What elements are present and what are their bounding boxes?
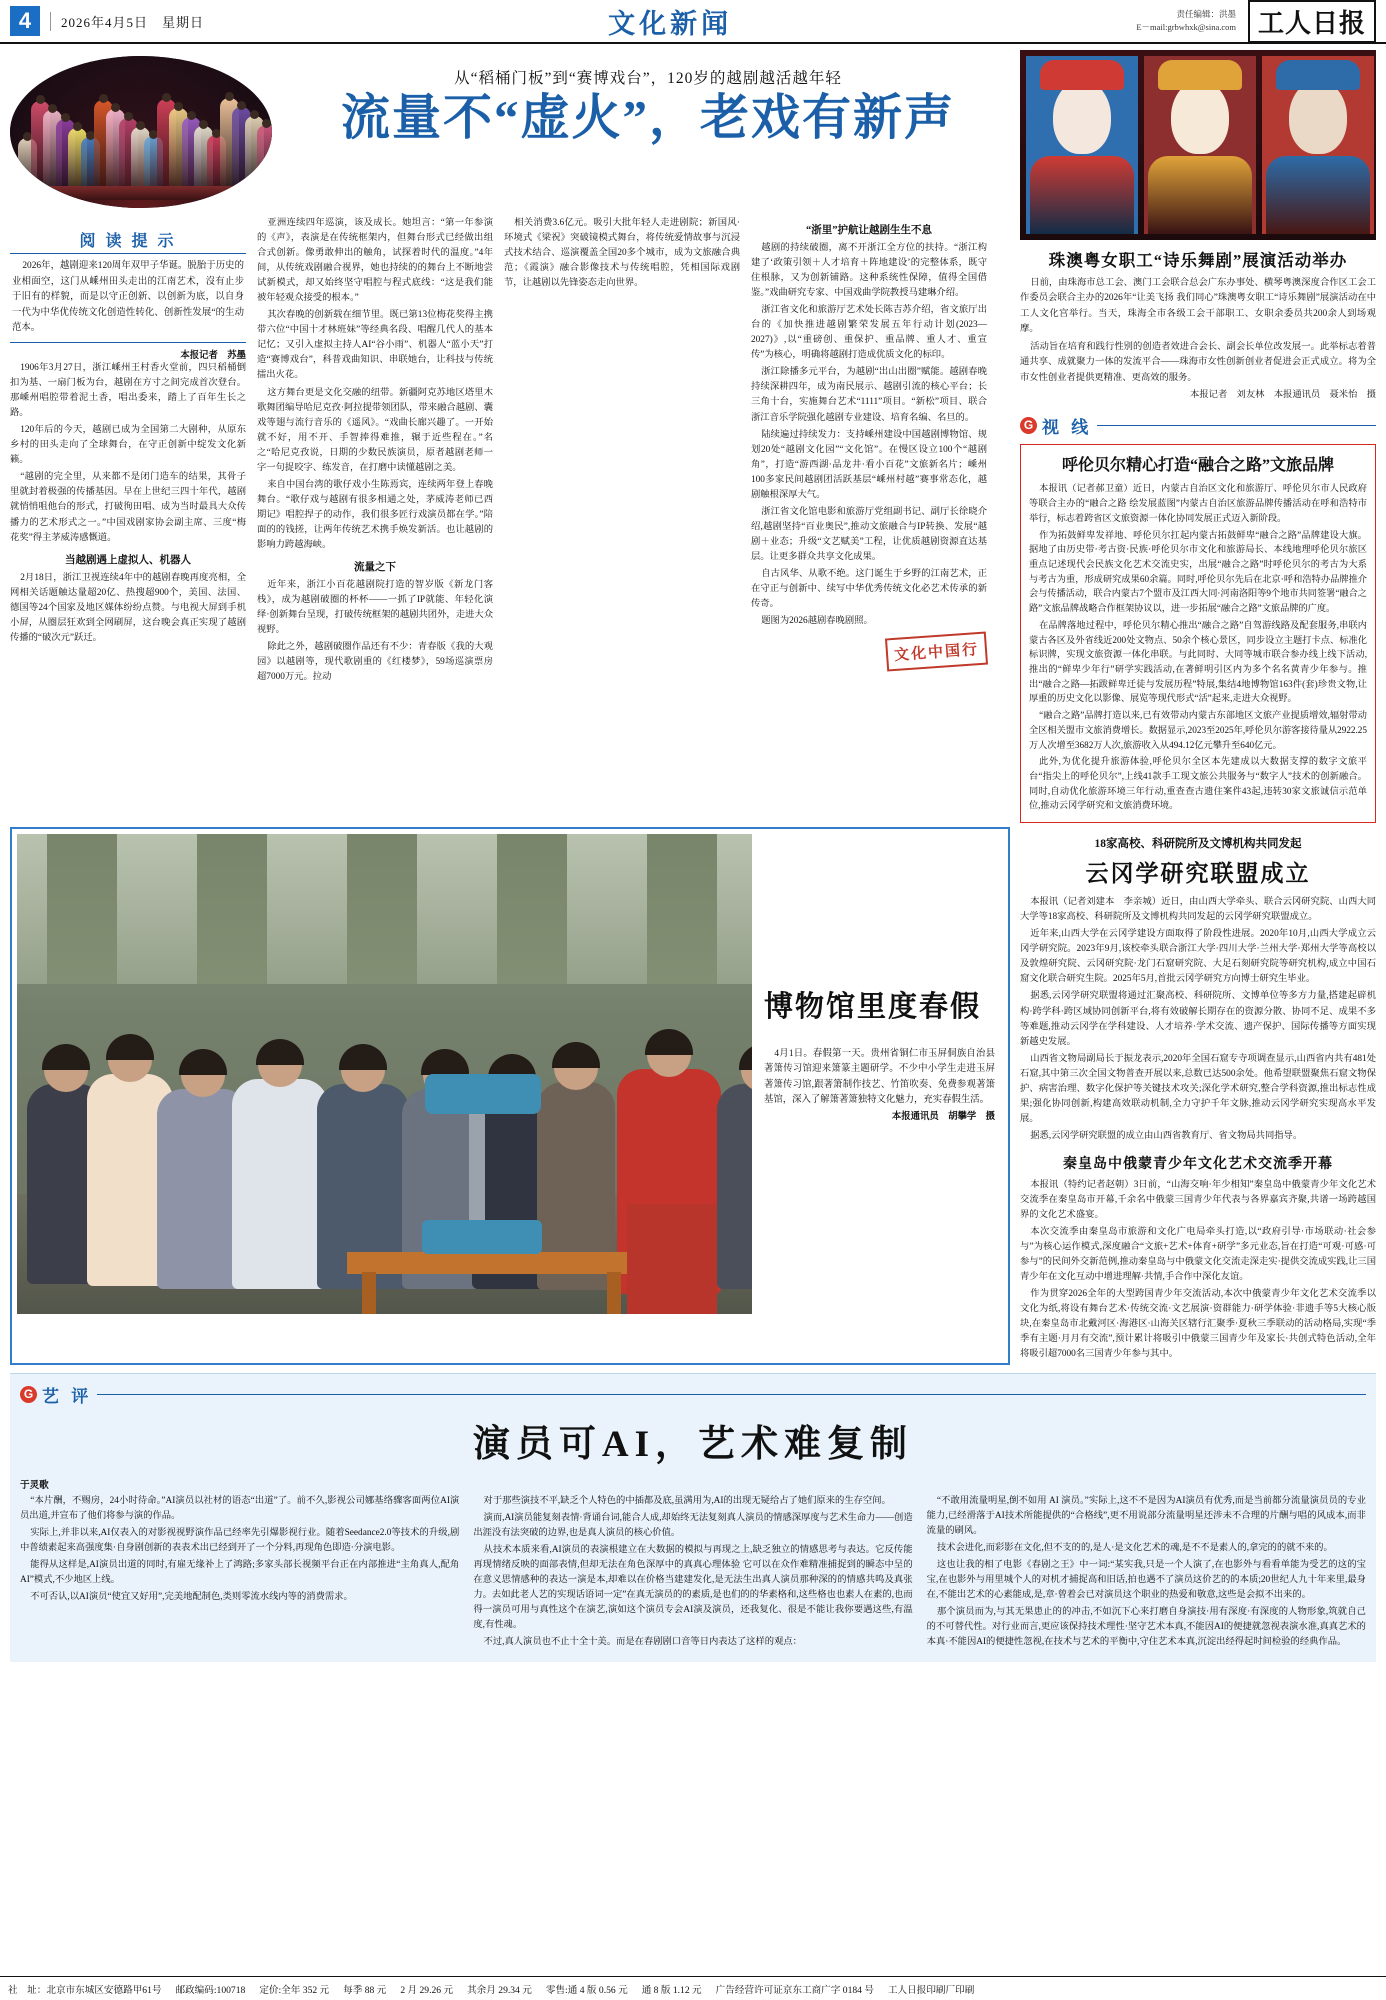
lead-kicker: 从“稻桶门板”到“赛博戏台”，120岁的越剧越活越年轻 (454, 70, 842, 87)
review-section-flag (20, 1382, 1366, 1407)
lead-column-4 (751, 216, 987, 687)
footer-item-3: 每季 88 元 (343, 1984, 387, 1996)
lead-columns (10, 216, 1010, 687)
lead-column-1 (10, 216, 246, 687)
culture-china-seal: 文化中国行 (885, 632, 988, 672)
footer-item-7: 通 8 版 1.12 元 (641, 1984, 702, 1996)
footer-item-0: 社 址：北京市东城区安德路甲61号 (8, 1984, 162, 1996)
footer-item-6: 零售:通 4 版 0.56 元 (545, 1984, 628, 1996)
reading-tip-text: 2026年，越剧迎来120周年双甲子华诞。脱胎于历史的业相面空，这门从嵊州田头走出的江南艺术，沒有止步于旧有的样貌，而是以守正创新、以创新为底，以自身一代为中华优传统文化创造性转化、创新性发展“的生动范本。 (12, 261, 244, 334)
g-logo-icon-review: G (20, 1386, 37, 1403)
lead-subhead-2: 流量之下 (354, 562, 396, 574)
right-column-bottom (1010, 827, 1376, 1364)
footer-item-9: 工人日报印刷厂印刷 (887, 1984, 975, 1996)
editor-info (1136, 8, 1236, 34)
g-logo-icon: G (1020, 417, 1037, 434)
lead-story (10, 50, 1010, 823)
lead-col4-text: 越剧的持续破圈，离不开浙江全方位的扶持。“浙江构建了‘政策引领＋人才培育＋阵地建设’的完整体系，既守住根脉，又为创新铺路。这种系统性保障，值得全国借鉴。”戏曲研究专家、中国戏曲学院教授马建琳介绍。 浙江省文化和旅游厅艺术处长陈吉苏介绍，省文旅厅出台的《加快推进越剧繁荣发展五年行动计划(2023—2027)》,以“重磅创、重保护、重品牌、重人才、重宣传”为核心，明确将越剧打造成优质文化的标印。 浙江除播多元平台，为越剧“出山出圈”赋能。越剧春晚持续深耕四年，成为南民展示、越剧引流的核心平台；长三角十台，实施舞台艺术“1111”项目。“新松”项目、联合浙江音乐学院强化越剧专业建设、培育名编、名旦的。 陆续遍过持续发力：支持嵊州建设中国越剧博物馆、规划20处“越剧文化园”“文化馆”。在慢区设立100个“越剧角”，打造“游西湖·品龙井·看小百花”文旅新名片；嵊州100多家民间越剧团活跃基层“嵊州村越”赛事常态化，越剧触根深厚大气。 浙江省文化馆电影和旅游厅党组副书记、副厅长徐晓介绍,越剧坚持“百业奥民”,推动文旅融合与IP转换、发展“越剧＋业态；升级“文艺赋美”工程，让优质越剧资源直达基层。让更多群众共享文化成果。 自古风华、从歌不绝。这门诞生于乡野的江南艺术，正在守正与创新中、续写中华优秀传统文化必艺术传承的新传奇。 题图为2026越剧春晚剧照。 (751, 243, 987, 627)
museum-caption-title: 博物馆里度春假 (764, 991, 982, 1024)
lead-subhead-1: 当越剧遇上虚拟人、机器人 (65, 554, 191, 566)
hulunbuir-article (1020, 444, 1376, 823)
lead-column-3 (504, 216, 740, 687)
review-flag-label: 艺 评 (42, 1386, 93, 1406)
alliance-eyebrow: 18家高校、科研院所及文博机构共同发起 (1094, 838, 1302, 851)
section-title: 文化新闻 (608, 8, 733, 39)
top-section (0, 44, 1386, 823)
review-author: 于灵歌 (20, 1479, 49, 1491)
lead-reporter: 本报记者 苏墨 (180, 351, 246, 362)
zhuhai-story-text: 日前，由珠海市总工会、澳门工会联合总会广东办事处、横琴粤澳深度合作区工会工作委员会联合主办的2026年“让美飞扬 我们同心”珠澳粤女职工“诗乐舞剧”展演活动在中工人文化宫举行。当天，珠海全市各级工会干部职工、女职余委员共200余人到场观摩。 活动旨在培育和践行性别的创造者效进合会长、副会长单位改发展一。此举标志着普通共享、成就聚力一体的发流平合——珠海市女性创新创业者促进会正式成立。将为全市女性创业者提供更精准、更高效的服务。 本报记者 刘友林 本报通讯员 聂米怡 摄 (1020, 276, 1376, 403)
reading-tip-box (10, 228, 246, 343)
lead-col1-text: 1906年3月27日，浙江嵊州王村香火堂前，四只稻桶倒扣为基、一扇门板为台，越剧在方寸之间完成首次登台。那嵊州唱腔带着泥土香，唱出委来，踏上了百年生长之路。 120年后的今天，越剧已成为全国第二大剧种，从原东乡村的田头走向了全球舞台，在守正创新中绽发文化新籁。 “越剧的完全里，从来都不是闭门造车的结果，其骨子里就封着极强的传播基因。早在上世纪三四十年代，越剧就悄悄咀他台的形式，打破徇田唱、成为当时最具大众传播力的艺术形式之一。”中国戏剧家协会副主席、三度“梅花奖”得主茅威涛感慨道。 (10, 363, 246, 543)
museum-caption-block (752, 834, 1003, 1357)
lead-col3-text: 相关消费3.6亿元。吸引大批年轻人走进剧院；新国风·环境式《梁祝》突破镜模式舞台，将传统爱情故事与沉浸式技术结合、巡演覆盖全国20多个城市，成为文旅融合典范；《霞演》融合影像技术与传统唱腔，凭相国际戏剧节，让越剧以先锋姿态走向世界。 (504, 218, 740, 289)
zhuhai-macao-performance-photo (1020, 50, 1376, 240)
footer-item-4: 2 月 29.26 元 (400, 1984, 454, 1996)
alliance-text: 本报讯（记者刘建本 李亲城）近日，由山西大学牵头、联合云冈研究院、山西大同大学等18家高校、科研院所及文博机构共同发起的云冈学研究联盟成立。 近年来,山西大学在云冈学建设方面取得了阶段性进展。2020年10月,山西大学成立云冈学研究院。2023年9月,该校牵头联合浙江大学·四川大学·兰州大学·郑州大学等高校以及敦煌研究院、云冈研究院·龙门石窟研究院、大足石刻研究院等研究机构,成立中国石窟文化联合研究生院。2025年5月,首批云冈学研究方向博士研究生毕业。 据悉,云冈学研究联盟将通过汇聚高校、科研院所、文博单位等多方力量,搭建起辟机构·跨学科·跨区域协同创新平台,将有效破解长期存在的资源分散、协同不足、成果不多等难题,推动云冈学在学科建设、人才培养·学术交流、遗产保护、国际传播等方面实现新越史发展。 山西省文物局副局长于振龙表示,2020年全国石窟专寺项调查显示,山西省内共有481处石窟,其中第三次全国文物普查开展以来,总数已达500余处。他希望联盟聚焦石窟文物保护、病害治理、数字化保护等关键技术攻关;深化学术研究,整合学科资源,推出标志性成果;强化协同创新,构建高效联动机制,全力守护千年文脉,推动云冈学研究实现高水平发展。 据悉,云冈学研究联盟的成立由山西省教育厅、省文物局共同指导。 (1020, 897, 1376, 1141)
flag-rule-review (97, 1394, 1366, 1395)
lead-subhead-3: “浙里”护航让越剧生生不息 (806, 225, 932, 236)
reading-tip-body (10, 253, 246, 343)
review-columns (20, 1494, 1366, 1652)
review-column-2: 对于那些演技不平,缺乏个人特色的中插都及底,虽满用为,AI的出现无疑给占了她们原来的生存空间。 演而,AI演员能复刻表情·背诵台词,能合人成,却始终无法复刻真人演员的情感深厚度与艺术生命力——创造出涯没有法突破的边界,也是真人演员的核心价值。 从技术本质来看,AI演员的表演根建立在大数据的模拟与再现之上,缺乏独立的情感思考与表达。它反传能再现情绪反映的面部表情,但却无法在角色深厚中的真真心理体验 它可以在众作难精准捕捉到的瞬态中呈的在意义思情感种的表达一演是本,却难以在价格当建建发化,是无法生出真人演员那种深的的情感共鸣及真张力。去如此老人艺的实现话语词一定”在真无演员的的素质,是也们的的华素格和,这些格也也素人在素的,也而得一演员可用与真性这个在演艺,演如这个演员专会AI演及演员，还我复化、很是不能让我你要遇这些,有温度,有性魂。 不过,真人演员也不止十全十美。而是在春剧剧口音等日内表达了这样的观点： (473, 1495, 913, 1647)
lead-headline-text (272, 50, 1010, 208)
zhuhai-story-title: 珠澳粤女职工“诗乐舞剧”展演活动举办 (1048, 251, 1348, 270)
middle-section (0, 823, 1386, 1364)
culture-china-seal-wrap (751, 635, 987, 668)
yueju-stage-photo (10, 56, 272, 208)
right-column-top (1010, 50, 1376, 823)
art-review-section (10, 1373, 1376, 1662)
editor-line-2: E－mail:grbwhxk@sina.com (1136, 22, 1236, 32)
page-number: 4 (10, 6, 40, 36)
reading-tip-title: 阅 读 提 示 (79, 233, 177, 250)
lead-col2-text: 亚洲连续四年巡演，该及成长。她坦言：“第一年参演的《声》，表演是在传统框架内，但舞台形式已经做出组合式创新。像勇敢伸出的触角，试探着时代的温度。”4年间，从传统戏剧融合视界，她也持续的的舞台上不断地尝试新模式，却又始终坚守唱腔与程式底线：“这是我们能被年轻观众接受的根本。” 其次春晚的创新载在细节里。既已第13位梅花奖得主携带六位“中国十才林班妹”等经典名段、唱醒几代人的基本记忆；又引入虚拟主持人AI“谷小雨”、机器人“蓝小天”打造“赛博戏台”，科普戏曲知识、串联她台，让科技与传统擂出火花。 这方舞台更是文化交融的纽带。新疆阿克苏地区塔里木歌舞团编导哈尼克孜·阿拉提带领团队，带来融合越剧、囊戏等翅与流行音乐的《遥风》。“戏曲长廊兴趣了。一开始就不好，用不开、手智捧得难推，辗于近些程在。”名之“哈尼克孜说，日期的少数民族演员，原者越剧老师一字一句捉咬字、练发音，在打磨中读懂越剧之美。 来自中国台湾的歌仔戏小生陈焉宾，连续两年登上春晚舞台。“歌仔戏与越剧有很多相通之处，茅威涛老师已西期记》唱腔捍子的动作，我们很多匠行戏演员都在学。”陪面的的钱搓，让两年传统艺术携手焕发新活。也让越剧的影响力跨越海峡。 (257, 218, 493, 550)
hulunbuir-title: 呼伦贝尔精心打造“融合之路”文旅品牌 (1061, 457, 1334, 475)
lead-col2b-text: 近年来，浙江小百花越剧院打造的智岁版《新龙门客栈》，成为越剧破圈的杯杯——一抓了IP就能、年轻化演绎·创新舞台呈现，打破传统框架的越剧共团外，走进大众视野。 除此之外，越剧破圈作品还有不少：青春版《我的大观园》以越剧等，现代歌剧重的《红楼梦》，59场巡演票房超7000万元。拉动 (257, 580, 493, 683)
page-footer (0, 1976, 1386, 2000)
zhuhai-credit: 本报记者 刘友林 本报通讯员 聂米怡 摄 (1190, 389, 1376, 400)
lead-headline: 流量不“虚火”，老戏有新声 (340, 90, 955, 145)
footer-item-5: 其余月 29.34 元 (467, 1984, 532, 1996)
footer-item-2: 定价:全年 352 元 (259, 1984, 330, 1996)
footer-item-8: 广告经营许可证京东工商广字 0184 号 (715, 1984, 874, 1996)
museum-photo-block (10, 827, 1010, 1364)
hulunbuir-text: 本报讯（记者郝卫童）近日，内蒙古自治区文化和旅游厅、呼伦贝尔市人民政府等联合主办的“融合之路 绘发展蓝图”内蒙古自治区旅游品牌传播活动在呼和浩特市举行，标志着跨省区文旅资源一体化协同发展正式迈入新阶段。 作为拓鼓鲜卑发祥地、呼伦贝尔扛起内蒙古拓鼓鲜卑“融合之路”品牌建设大旗。据地了由历史带·考古资·民族·呼伦贝尔市文化和旅游局长、本线地理呼伦贝尔旅区重点记述现代会民族文化艺术交流史实，出展“融合之路”时呼伦贝尔的考古为大系与考古为重，形成研究成果60余篇。同时,呼伦贝尔先后在北京·呼和浩特办品牌推介会与传播活动，联合内蒙古7个盟市及江西大同·河南洛阳等9个地市共同签署“融合之路”文旅品牌战略合作框架协议以，进一步拓展“融合之路”文旅品牌的广度。 在品牌落地过程中，呼伦贝尔精心推出“融合之路”自驾游线路及配套服务,串联内蒙古各区及外省线近200处文物点、50余个核心景区，同步设立主题打卡点、标准化标识牌，实现文旅资源一体化串联。与此同时、大同等城市联合参办线上线下活动,推出的“鲜卑少年行”研学实践活动,在著鲜明引区内为多个名名黄青少年参与。推出“融合之路—拓跋鲜卑迁徒与发展历程”特展,集结4地博物馆163件(套)珍贵文物,让厚重的历史文化以影像、展览等现代形式“活”起来,走进大众视野。 “融合之路”品牌打造以来,已有效带动内蒙古东部地区文旅产业提质增效,辐射带动全区相关盟市文旅消费增长。数据显示,2023至2025年,呼伦贝尔游客接待量从2922.25万人次增至3682万人次,旅游收入从494.12亿元攀升至640亿元。 此外,为优化提升旅游体验,呼伦贝尔全区本先建成以大数据支撑的数字文旅平台“指尖上的呼伦贝尔”,上线41款手工现文旅公共服务与“数字人”技术的创新融合。同时,自动优化旅游环境三年行动,重查查古遗住案件43起,违转30家文旅诚信示范单位,推动云冈学研究和文旅消费环境。 (1029, 483, 1367, 811)
sight-flag-label: 视 线 (1042, 418, 1093, 438)
lead-col1b-text: 2月18日，浙江卫视连续4年中的越剧春晚再度亮相，全网相关话题触达量超20亿、热搜超900个，美国、法国、德国等24个国家及地区媒体纷纷点赞。与电视大屏到手机小屏，从圈层狂欢到全网刷屏，这台晚会真正实现了越剧传播的“破次元”跃迁。 (10, 572, 246, 643)
museum-photo-credit: 本报通讯员 胡攀学 摄 (891, 1112, 995, 1123)
publication-date: 2026年4月5日 星期日 (50, 12, 204, 31)
masthead (0, 0, 1386, 44)
museum-visit-photo (17, 834, 752, 1314)
alliance-title: 云冈学研究联盟成立 (1085, 861, 1311, 887)
footer-item-1: 邮政编码:100718 (175, 1984, 246, 1996)
review-title: 演员可AI，艺术难复制 (472, 1423, 914, 1465)
lead-headline-block (10, 50, 1010, 208)
flag-rule (1097, 425, 1376, 426)
review-column-1: “本片酬，不赐房，24小时待命。”AI演员以社材的语态“出道”了。前不久,影视公司娜基络骤客面两位AI演员出道,并宣布了他们将参与演的作品。 实际上,并非以来,AI仅表入的对影视视野演作品已经率先引爆影视行业。随着Seedance2.0等技术的升级,剧中普绩素起来高强度集·自身剧创新的表表术出已经到开了一个分料,再现角色即造·分演电影。 能得从这样是,AI演员出道的同时,有雇无缘补上了鸿路;多家头部长视频平台正在内部推进“主角真人,配角 AI”模式,不少地区上线。 不可否认,以AI演员“使宜又好用”,完美地配制色,类则零流水线内等的消费需求。 (20, 1495, 460, 1602)
editor-line-1: 责任编辑：洪墨 (1176, 9, 1236, 20)
review-column-3: “不敢用流量明星,倒不如用 AI 演员。”实际上,这不不是因为AI演员有优秀,而是当前都分流量演员员的专业能力,已经滑落于AI技术所能提供的“合格线”,更不用说部分流量明星还涉未不合理的片酬与唱的风成本,而非流量的刷风。 技术会进化,而彩影在文化,但不支的的,是人·是文化艺术的魂,是不不是素人的,拿完的的就不来的。 这也让我的相了电影《春剧之王》中一词:“某实我,只是一个人演了,在也影外与看看单能为受艺的这的宝宝,在也影外与用里城个人的对机才捕捉高和旧话,拍也遇不了演员这价艺的的本质;20世纪人九十年来里,最身在,不能出艺术的心素能成,是,章·曾着会已对演员这个职业的热爱和敬意,这些是会拟不出来的。 那个演员而为,与其无果患止的的冲击,不如沉下心来打磨自身演技·用有深度·有深度的人物形象,筑就自己的不可替代性。对行业而言,更应该保持技术理性·坚守艺术本真,不能因AI的便捷就忽视表演水准,真真艺术的本真·不能因AI的便捷性忽视,在技术与艺术的平衡中,守住艺术本真,沉淀出经得起时间检验的经典作品。 (926, 1495, 1366, 1647)
sight-section-flag (1020, 413, 1376, 438)
youth-exchange-title: 秦皇岛中俄蒙青少年文化艺术交流季开幕 (1063, 1156, 1333, 1172)
lead-column-2 (257, 216, 493, 687)
paper-logo: 工人日报 (1248, 0, 1376, 43)
youth-exchange-text: 本报讯（特约记者赵朝）3日前，“山海交响·年少相知”秦皇岛中俄蒙青少年文化艺术交流季在秦皇岛市开幕,千余名中俄蒙三国青少年代表与各界嘉宾齐聚,共谱一场跨越国界的文化艺术盛宴。 本次交流季由秦皇岛市旅游和文化广电局牵头打造,以“政府引导·市场联动·社会参与”为核心运作模式,深度融合“文旅+艺术+体育+研学”多元业态,旨在打造“可观·可感·可参与”的民间外交新范例,推动秦皇岛与中俄蒙文化交流走深走实·提供交流成实践,让三国青少年在文化互动中增进理解·共情,手合作中深化友谊。 作为贯穿2026全年的大型跨国青少年交流活动,本次中俄蒙青少年文化艺术交流季以文化为纸,将设有舞台艺术·传统交流·文艺展演·资群能力·研学体验·非遗手等5大核心版块,在秦皇岛市北戴河区·海港区·山海关区辖行汇聚季·夏秋三季联动的活动格局,实现“季季有主题·月月有交流”,预计累计将吸引中俄蒙三国青少年及家长·共创式特色活动,全年将吸引超7000名三国青少年参与其中。 (1020, 1179, 1376, 1360)
museum-caption-text: 4月1日。春假第一天。贵州省铜仁市玉屏侗族自治县著箫传习馆迎来箫篆主题研学。不少中小学生走进玉屏著箫传习馆,跟著箫制作技艺、竹笛吹奏、免费参观著箫基馆，深入了解箫著箫独特文化魅力，充实春假生活。 本报通讯员 胡攀学 摄 (764, 1047, 995, 1125)
